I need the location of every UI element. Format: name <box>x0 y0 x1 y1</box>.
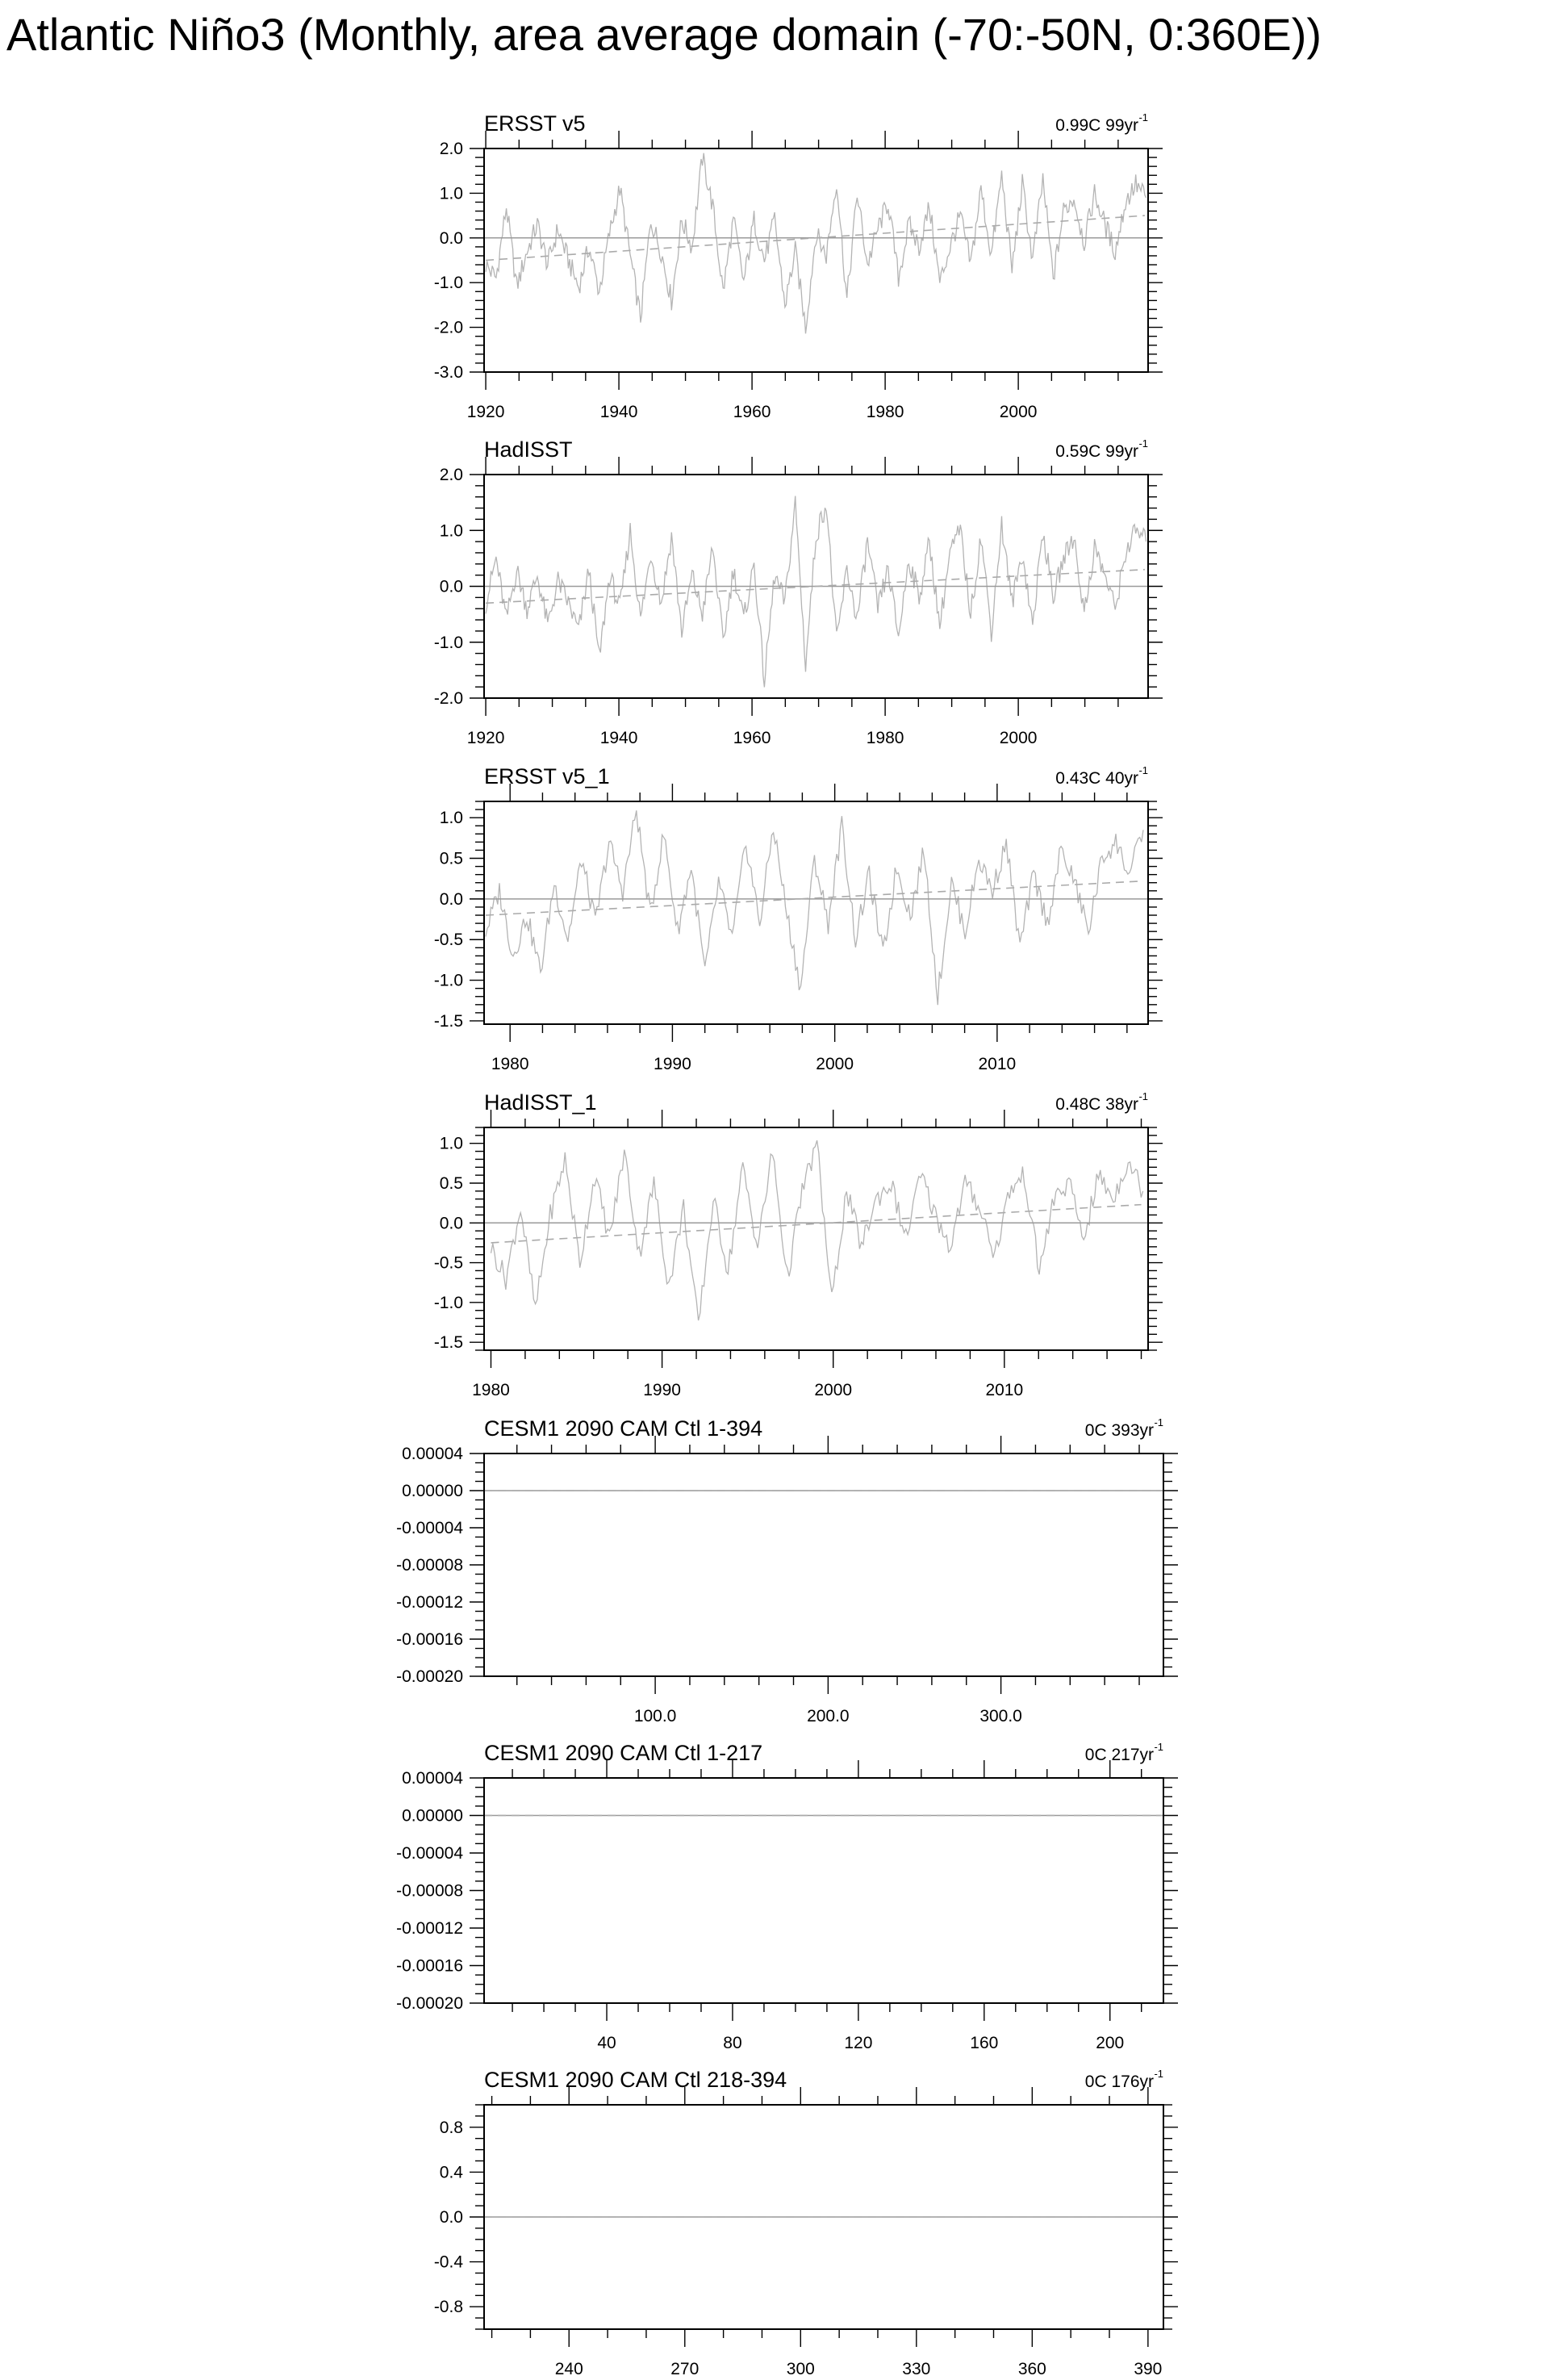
x-tick-label: 300.0 <box>979 1707 1022 1725</box>
panel-annotation-superscript: -1 <box>1154 1416 1163 1428</box>
x-tick-label: 160 <box>970 2034 999 2052</box>
x-tick-label: 200.0 <box>807 1707 850 1725</box>
y-tick-label: -0.00004 <box>396 1519 463 1537</box>
plot-frame <box>484 801 1148 1024</box>
chart-panel-2 <box>434 437 1163 747</box>
panel-annotation-superscript: -1 <box>1138 437 1148 450</box>
y-tick-label: -0.4 <box>433 2252 463 2272</box>
x-tick-label: 2000 <box>999 403 1038 421</box>
panel-annotation-superscript: -1 <box>1154 2068 1163 2080</box>
y-tick-label: 0.0 <box>439 228 463 248</box>
y-tick-label: 0.5 <box>439 1174 463 1193</box>
y-tick-label: -1.5 <box>433 1011 463 1031</box>
x-tick-label: 1960 <box>733 729 771 747</box>
y-tick-label: -0.00020 <box>396 1667 463 1686</box>
panel-annotation-superscript: -1 <box>1154 1741 1163 1753</box>
y-tick-label: 0.00004 <box>402 1445 463 1463</box>
y-tick-label: 1.0 <box>439 184 463 203</box>
chart-panel-5 <box>396 1416 1178 1725</box>
y-tick-label: -2.0 <box>433 318 463 337</box>
y-tick-label: -3.0 <box>433 363 463 382</box>
y-tick-label: 2.0 <box>439 466 463 484</box>
x-tick-label: 240 <box>554 2360 583 2378</box>
data-series-line <box>491 1140 1143 1320</box>
panel-title: CESM1 2090 CAM Ctl 1-217 <box>484 1741 763 1765</box>
y-tick-label: -0.00008 <box>396 1556 463 1575</box>
panel-title: ERSST v5 <box>484 111 586 136</box>
y-tick-label: -1.0 <box>433 1293 463 1312</box>
y-tick-label: 1.0 <box>439 809 463 828</box>
y-tick-label: -0.00012 <box>396 1919 463 1938</box>
y-tick-label: -1.0 <box>433 633 463 652</box>
panel-title: ERSST v5_1 <box>484 764 610 788</box>
x-tick-label: 270 <box>670 2360 700 2378</box>
x-tick-label: 2010 <box>985 1381 1024 1399</box>
x-tick-label: 1920 <box>466 403 505 421</box>
x-tick-label: 120 <box>844 2034 873 2052</box>
y-tick-label: 0.0 <box>439 577 463 596</box>
panel-annotation: 0C 217yr <box>1084 1746 1154 1764</box>
y-tick-label: -0.5 <box>433 1253 463 1273</box>
y-tick-label: 0.00000 <box>402 1482 463 1500</box>
main-title: Atlantic Niño3 (Monthly, area average domain (-70:-50N, 0:360E)) <box>6 9 1322 60</box>
x-tick-label: 200 <box>1096 2034 1125 2052</box>
data-series-line <box>486 496 1146 688</box>
x-tick-label: 330 <box>902 2360 931 2378</box>
y-tick-label: 1.0 <box>439 1134 463 1153</box>
y-tick-label: -0.8 <box>433 2298 463 2317</box>
plot-frame <box>484 1778 1163 2003</box>
x-tick-label: 1920 <box>466 729 505 747</box>
chart-panel-4 <box>434 1090 1163 1399</box>
x-tick-label: 1960 <box>733 403 771 421</box>
x-tick-label: 80 <box>723 2034 742 2052</box>
panel-annotation: 0.59C 99yr <box>1055 442 1138 461</box>
data-series-line <box>486 810 1143 1005</box>
x-tick-label: 40 <box>597 2034 616 2052</box>
data-series-line <box>486 153 1146 334</box>
y-tick-label: 0.0 <box>439 889 463 909</box>
y-tick-label: 0.4 <box>439 2163 463 2182</box>
x-tick-label: 2000 <box>814 1381 853 1399</box>
panel-annotation: 0C 176yr <box>1084 2073 1154 2091</box>
panel-annotation: 0C 393yr <box>1084 1421 1154 1440</box>
panel-annotation: 0.99C 99yr <box>1055 116 1138 135</box>
y-tick-label: 0.00004 <box>402 1769 463 1788</box>
plot-frame <box>484 1127 1148 1350</box>
panel-annotation-superscript: -1 <box>1138 111 1148 123</box>
x-tick-label: 360 <box>1017 2360 1046 2378</box>
panel-title: HadISST_1 <box>484 1090 597 1115</box>
y-tick-label: -0.00020 <box>396 1994 463 2013</box>
y-tick-label: 0.0 <box>439 2208 463 2227</box>
x-tick-label: 2000 <box>999 729 1038 747</box>
x-tick-label: 1980 <box>491 1055 529 1073</box>
panel-title: HadISST <box>484 437 573 462</box>
y-tick-label: -1.0 <box>433 274 463 293</box>
panel-annotation-superscript: -1 <box>1138 764 1148 776</box>
y-tick-label: 0.8 <box>439 2118 463 2137</box>
y-tick-label: 1.0 <box>439 521 463 541</box>
x-tick-label: 1990 <box>643 1381 681 1399</box>
y-tick-label: 0.00000 <box>402 1806 463 1826</box>
trend-line <box>491 1205 1141 1243</box>
x-tick-label: 2000 <box>816 1055 854 1073</box>
panel-title: CESM1 2090 CAM Ctl 1-394 <box>484 1416 763 1441</box>
y-tick-label: -0.00004 <box>396 1844 463 1863</box>
y-tick-label: -0.00016 <box>396 1956 463 1976</box>
x-tick-label: 100.0 <box>633 1707 677 1725</box>
x-tick-label: 390 <box>1134 2360 1163 2378</box>
x-tick-label: 1990 <box>654 1055 691 1073</box>
panel-title: CESM1 2090 CAM Ctl 218-394 <box>484 2068 787 2092</box>
x-tick-label: 2010 <box>978 1055 1017 1073</box>
y-tick-label: 0.5 <box>439 849 463 868</box>
y-tick-label: -2.0 <box>433 689 463 708</box>
chart-panel-1 <box>434 111 1163 421</box>
panel-annotation: 0.43C 40yr <box>1055 769 1138 788</box>
chart-panel-7 <box>434 2068 1178 2378</box>
x-tick-label: 300 <box>786 2360 815 2378</box>
chart-panel-3 <box>434 764 1163 1073</box>
y-tick-label: -0.00008 <box>396 1881 463 1901</box>
panel-annotation: 0.48C 38yr <box>1055 1095 1138 1114</box>
y-tick-label: -1.0 <box>433 971 463 990</box>
y-tick-label: 2.0 <box>439 140 463 158</box>
plot-frame <box>484 1454 1163 1676</box>
y-tick-label: -0.00012 <box>396 1593 463 1612</box>
x-tick-label: 1940 <box>599 729 638 747</box>
y-tick-label: -0.5 <box>433 931 463 950</box>
x-tick-label: 1940 <box>599 403 638 421</box>
x-tick-label: 1980 <box>866 729 904 747</box>
panel-annotation-superscript: -1 <box>1138 1090 1148 1102</box>
x-tick-label: 1980 <box>472 1381 510 1399</box>
plot-frame <box>484 148 1148 372</box>
y-tick-label: -1.5 <box>433 1333 463 1353</box>
x-tick-label: 1980 <box>866 403 904 421</box>
y-tick-label: -0.00016 <box>396 1630 463 1649</box>
chart-panel-6 <box>396 1741 1178 2052</box>
y-tick-label: 0.0 <box>439 1214 463 1233</box>
